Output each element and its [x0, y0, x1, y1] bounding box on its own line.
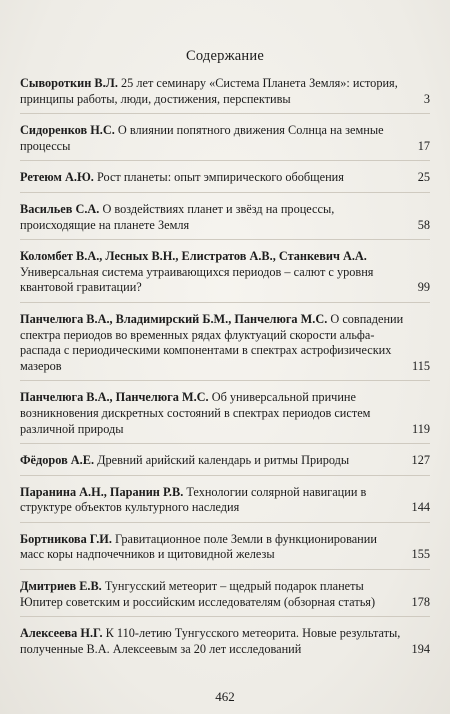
page-number-footer: 462 — [215, 689, 235, 704]
entry-page-number: 119 — [412, 421, 430, 436]
toc-entry — [20, 123, 430, 161]
entry-title: Древний арийский календарь и ритмы Природы — [97, 453, 350, 468]
entry-authors: Коломбет В.А., Лесных В.Н., Елистратов А.В., Станкевич А.А. — [20, 249, 367, 264]
entry-authors: Васильев С.А. — [20, 201, 100, 216]
entry-authors: Бортникова Г.И. — [20, 531, 112, 546]
entry-page-number: 115 — [412, 358, 430, 373]
entry-title: Гравитационное поле Земли в функционировании масс коры надпочечников и щитовидной железы — [20, 531, 377, 562]
toc-entry — [20, 312, 430, 381]
toc-entry — [20, 390, 430, 444]
entry-page-number: 58 — [417, 217, 430, 232]
entry-title: Технологии солярной навигации в структуре объектов культурного наследия — [20, 484, 367, 515]
entry-title: О совпадении спектра периодов во временных рядах флуктуаций скорости альфа-распада с периодическими компонентами в спектрах астрофизических мазеров — [20, 311, 404, 373]
toc-entry — [20, 249, 430, 303]
table-of-contents — [20, 76, 430, 672]
toc-entry — [20, 170, 430, 193]
toc-entry — [20, 453, 430, 476]
entry-title: Об универсальной причине возникновения дискретных состояний в спектрах периодов систем различной природы — [20, 390, 371, 436]
entry-title: Тунгусский метеорит – щедрый подарок планеты Юпитер советским и российским исследователям (обзорная статья) — [20, 579, 376, 609]
toc-entry — [20, 626, 430, 663]
entry-page-number: 144 — [411, 500, 430, 515]
entry-authors: Фёдоров А.Е. — [20, 453, 95, 468]
entry-authors: Сидоренков Н.С. — [20, 123, 115, 138]
toc-entry — [20, 202, 430, 240]
entry-title: О влиянии попятного движения Солнца на земные процессы — [20, 123, 384, 153]
toc-entry — [20, 579, 430, 617]
entry-page-number: 155 — [411, 547, 430, 562]
entry-authors: Панчелюга В.А., Панчелюга М.С. — [20, 390, 209, 405]
entry-page-number: 25 — [417, 170, 430, 185]
entry-authors: Сывороткин В.Л. — [20, 76, 118, 90]
entry-authors: Алексеева Н.Г. — [20, 626, 103, 641]
entry-title: Универсальная система утраивающихся периодов – салют с уровня квантовой гравитации? — [20, 264, 374, 295]
entry-page-number: 99 — [417, 280, 430, 295]
entry-authors: Ретеюм А.Ю. — [20, 170, 94, 185]
toc-entry — [20, 532, 430, 570]
entry-title: К 110-летию Тунгусского метеорита. Новые результаты, полученные В.А. Алексеевым за 20 лет исследований — [20, 626, 401, 656]
toc-entry — [20, 485, 430, 523]
entry-authors: Панчелюга В.А., Владимирский Б.М., Панчелюга М.С. — [20, 311, 328, 326]
entry-title: О воздействиях планет и звёзд на процессы, происходящие на планете Земля — [20, 201, 335, 232]
entry-authors: Дмитриев Е.В. — [20, 579, 102, 594]
entry-page-number: 178 — [411, 594, 430, 609]
entry-authors: Паранина А.Н., Паранин Р.В. — [20, 484, 184, 499]
contents-heading: Содержание — [186, 48, 264, 64]
entry-title: Рост планеты: опыт эмпирического обобщения — [96, 170, 344, 185]
entry-page-number: 17 — [417, 138, 430, 153]
entry-page-number: 3 — [423, 91, 430, 106]
entry-page-number: 127 — [411, 453, 430, 468]
entry-page-number: 194 — [411, 641, 430, 656]
toc-entry — [20, 76, 430, 114]
entry-title: 25 лет семинару «Система Планета Земля»: история, принципы работы, люди, достижения, перспективы — [20, 76, 398, 106]
